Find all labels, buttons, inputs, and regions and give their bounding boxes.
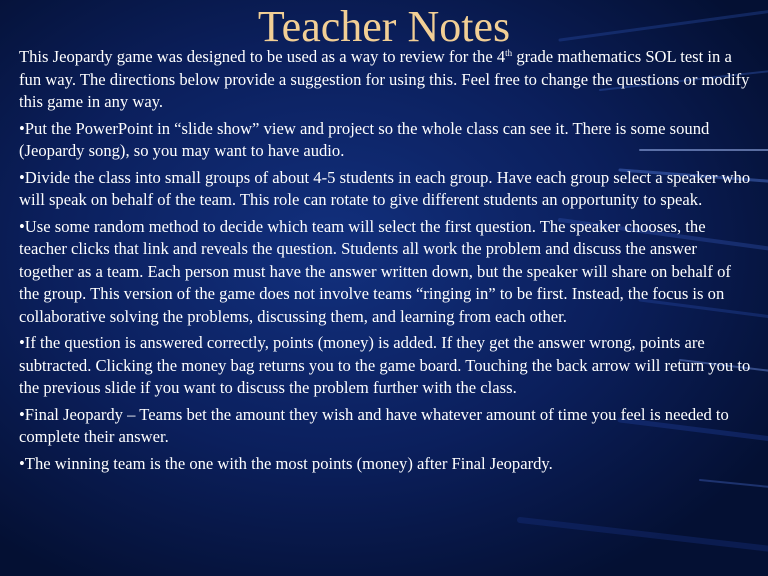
bullet-winning-team: •The winning team is the one with the most points (money) after Final Jeopardy. bbox=[19, 453, 553, 473]
ordinal-superscript: th bbox=[505, 48, 513, 58]
intro-text-start: This Jeopardy game was designed to be used as a way to review for the 4 bbox=[19, 47, 506, 66]
intro-text-end: grade mathematics SOL test in a fun way. The directions below provide a suggestion for using this. Feel free to change the questions or modify this game in any way. bbox=[19, 47, 750, 111]
bullet-final-jeopardy: •Final Jeopardy – Teams bet the amount they wish and have whatever amount of time you feel is needed to complete their answer. bbox=[19, 404, 729, 446]
bullet-scoring: •If the question is answered correctly, points (money) is added. If they get the answer wrong, points are subtracted. Clicking the money bag returns you to the game board. Touching the back arrow will return you to the previous slide if you want to discuss the problem further with the class. bbox=[19, 333, 751, 397]
bullet-groups: •Divide the class into small groups of about 4-5 students in each group. Have each group select a speaker who will speak on behalf of the team. This role can rotate to give different students an opportunity to speak. bbox=[19, 167, 751, 209]
slide-body bbox=[19, 46, 751, 479]
intro-paragraph bbox=[19, 46, 751, 114]
bullet-first-question: •Use some random method to decide which team will select the first question. The speaker chooses, the teacher clicks that link and reveals the question. Students all work the problem and discuss the answer together as a team. Each person must have the answer written down, but the speaker will share on behalf of the group. This version of the game does not involve teams “ringing in” to be first. Instead, the focus is on collaborative solving the problems, discussing them, and learning from each other. bbox=[19, 216, 731, 326]
slide-title: Teacher Notes bbox=[257, 2, 511, 51]
bullet-slide-show: •Put the PowerPoint in “slide show” view and project so the whole class can see it. There is some sound (Jeopardy song), so you may want to have audio. bbox=[19, 118, 710, 160]
